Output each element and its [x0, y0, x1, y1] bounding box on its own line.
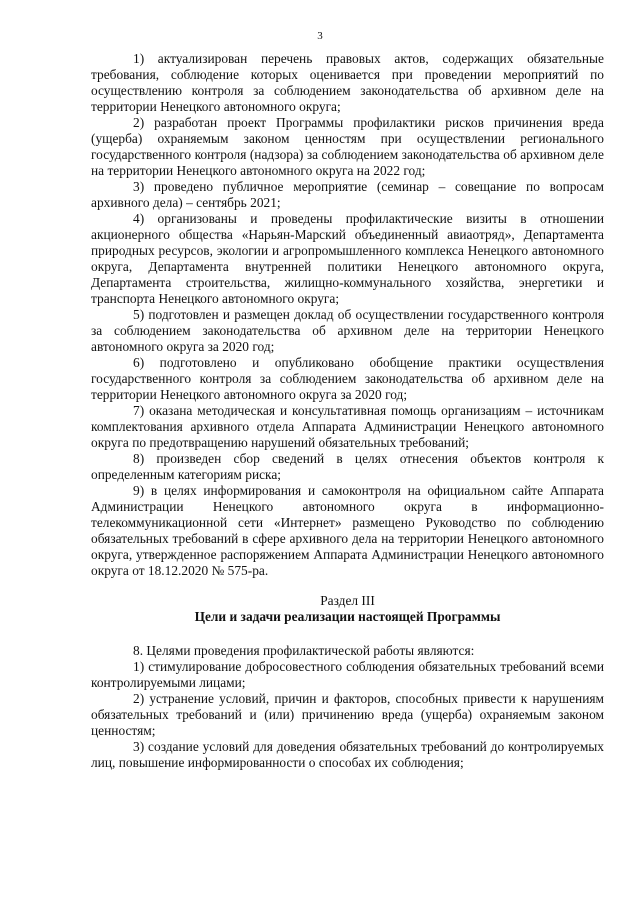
- paragraph-item-6: 6) подготовлено и опубликовано обобщение практики осуществления государственного контроля за соблюдением законодательства об архивном деле на территории Ненецкого автономного округа за 2020 год;: [91, 355, 604, 402]
- paragraph-item-8: 8) произведен сбор сведений в целях отнесения объектов контроля к определенным категориям риска;: [91, 451, 604, 482]
- paragraph-item-3: 3) проведено публичное мероприятие (семинар – совещание по вопросам архивного дела) – сентябрь 2021;: [91, 179, 604, 210]
- goal-item-3: 3) создание условий для доведения обязательных требований до контролируемых лиц, повышение информированности о способах их соблюдения;: [91, 739, 604, 770]
- goals-intro: 8. Целями проведения профилактической работы являются:: [133, 643, 475, 658]
- section-title: Цели и задачи реализации настоящей Программы: [194, 609, 501, 624]
- paragraph-item-5: 5) подготовлен и размещен доклад об осуществлении государственного контроля за соблюдением законодательства об архивном деле на территории Ненецкого автономного округа за 2020 год;: [91, 307, 604, 354]
- goal-item-2: 2) устранение условий, причин и факторов, способных привести к нарушениям обязательных требований и (или) причинению вреда (ущерба) охраняемым законом ценностям;: [91, 691, 604, 738]
- paragraph-item-2: 2) разработан проект Программы профилактики рисков причинения вреда (ущерба) охраняемым законом ценностям при осуществлении регионального государственного контроля (надзора) за соблюдением законодательства об архивном деле на территории Ненецкого автономного округа на 2022 год;: [91, 115, 604, 178]
- paragraph-item-1: 1) актуализирован перечень правовых актов, содержащих обязательные требования, соблюдение которых оценивается при проведении мероприятий по осуществлению контроля за соблюдением законодательства об архивном деле на территории Ненецкого автономного округа;: [91, 51, 604, 114]
- paragraph-item-4: 4) организованы и проведены профилактические визиты в отношении акционерного общества «Нарьян-Марский объединенный авиаотряд», Департамента природных ресурсов, экологии и агропромышленного комплекса Ненецкого автономного округа, Департамента внутренней политики Ненецкого автономного округа, Департамента строительства, жилищно-коммунального хозяйства, энергетики и транспорта Ненецкого автономного округа;: [91, 211, 604, 306]
- paragraph-item-7: 7) оказана методическая и консультативная помощь организациям – источникам комплектования архивного отдела Аппарата Администрации Ненецкого автономного округа по предотвращению нарушений обязательных требований;: [91, 403, 604, 450]
- section-label: Раздел III: [320, 593, 375, 608]
- section-heading: [91, 593, 604, 625]
- page-number: 3: [317, 30, 323, 42]
- goal-item-1: 1) стимулирование добросовестного соблюдения обязательных требований всеми контролируемыми лицами;: [91, 659, 604, 690]
- document-body: [91, 51, 604, 771]
- section-spacer: [91, 625, 604, 643]
- paragraph-item-9: 9) в целях информирования и самоконтроля на официальном сайте Аппарата Администрации Ненецкого автономного округа в информационно-телекоммуникационной сети «Интернет» размещено Руководство по соблюдению обязательных требований в сфере архивного дела на территории Ненецкого автономного округа, утвержденное распоряжением Аппарата Администрации Ненецкого автономного округа от 18.12.2020 № 575-ра.: [91, 483, 604, 578]
